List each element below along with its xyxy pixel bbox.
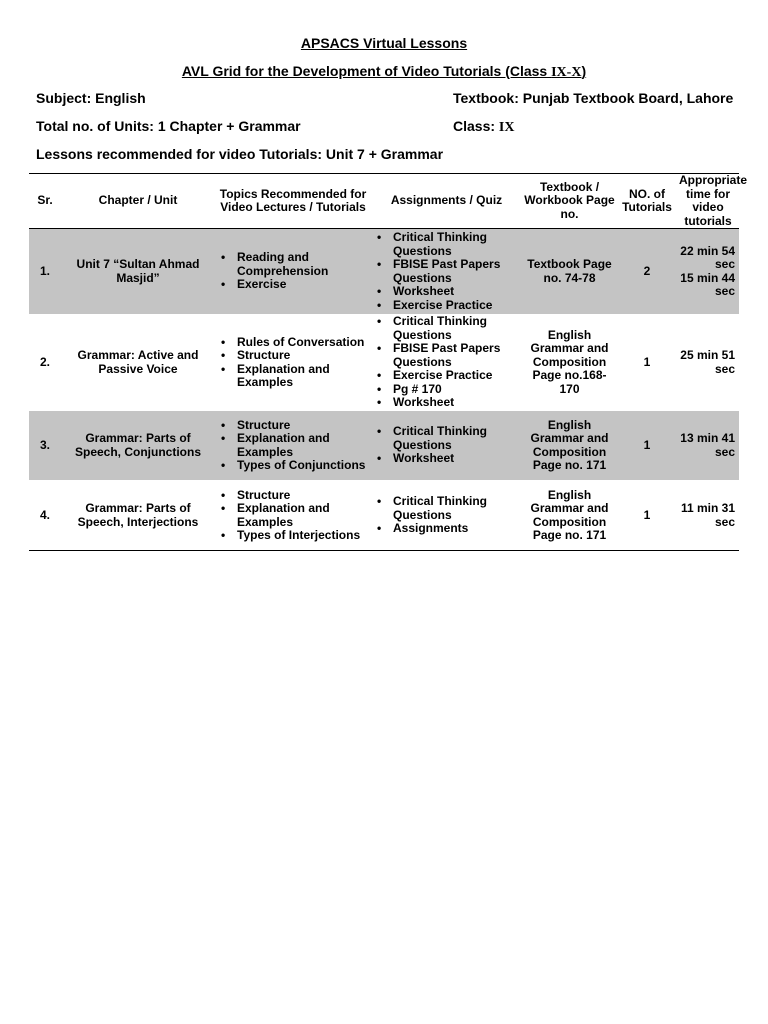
subtitle-close-paren: )	[581, 63, 587, 79]
cell-chapter: Grammar: Parts of Speech, Interjections	[61, 481, 215, 551]
header-assignments: Assignments / Quiz	[371, 174, 522, 229]
table-row	[29, 411, 739, 481]
cell-sr: 4.	[29, 481, 61, 551]
cell-tutorials: 1	[617, 411, 677, 481]
list-item: • Exercise Practice	[373, 299, 520, 313]
cell-topics	[215, 229, 371, 315]
table-row	[29, 481, 739, 551]
table-header-row	[29, 174, 739, 229]
list-item: • Explanation and Examples	[217, 363, 369, 390]
cell-time	[677, 481, 739, 551]
topics-list	[217, 419, 369, 473]
list-item: • Critical Thinking Questions	[373, 425, 520, 452]
assignments-list	[373, 315, 520, 410]
list-item: • Worksheet	[373, 285, 520, 299]
cell-assignments	[371, 229, 522, 315]
textbook-line: Textbook: Punjab Textbook Board, Lahore	[453, 90, 734, 106]
assignments-list	[373, 495, 520, 536]
list-item: • Exercise Practice	[373, 369, 520, 383]
list-item: • FBISE Past Papers Questions	[373, 258, 520, 285]
list-item: • Critical Thinking Questions	[373, 495, 520, 522]
header-chapter: Chapter / Unit	[61, 174, 215, 229]
lessons-line: Lessons recommended for video Tutorials: Unit 7 + Grammar	[36, 146, 444, 162]
topics-list	[217, 489, 369, 543]
cell-chapter: Unit 7 “Sultan Ahmad Masjid”	[61, 229, 215, 315]
cell-time	[677, 229, 739, 315]
assignments-list	[373, 231, 520, 312]
list-item: • Structure	[217, 419, 369, 433]
list-item: • Pg # 170	[373, 383, 520, 397]
cell-tutorials: 1	[617, 481, 677, 551]
list-item: • Assignments	[373, 522, 520, 536]
cell-tutorials: 2	[617, 229, 677, 315]
subtitle-class-range: IX-X	[551, 65, 582, 80]
cell-chapter: Grammar: Active and Passive Voice	[61, 315, 215, 411]
time-value: 25 min 51 sec	[680, 348, 735, 376]
list-item: • Exercise	[217, 278, 369, 292]
cell-chapter: Grammar: Parts of Speech, Conjunctions	[61, 411, 215, 481]
list-item: • Types of Conjunctions	[217, 459, 369, 473]
cell-page: Textbook Page no. 74-78	[522, 229, 617, 315]
class-value: IX	[498, 120, 515, 135]
list-item: • Critical Thinking Questions	[373, 231, 520, 258]
list-item: • Structure	[217, 489, 369, 503]
cell-sr: 1.	[29, 229, 61, 315]
list-item: • Critical Thinking Questions	[373, 315, 520, 342]
header-time: Appropriate time for video tutorials	[679, 173, 748, 228]
table-row	[29, 315, 739, 411]
list-item: • Worksheet	[373, 396, 520, 410]
time-value: 13 min 41 sec	[680, 431, 735, 459]
time-value: 11 min 31 sec	[680, 501, 735, 529]
cell-tutorials: 1	[617, 315, 677, 411]
subject-line: Subject: English	[36, 90, 146, 106]
cell-page: English Grammar and Composition Page no. 171	[522, 411, 617, 481]
topics-list	[217, 336, 369, 390]
cell-topics	[215, 315, 371, 411]
assignments-list	[373, 425, 520, 466]
cell-topics	[215, 481, 371, 551]
list-item: • FBISE Past Papers Questions	[373, 342, 520, 369]
header-textbook-page: Textbook / Workbook Page no.	[522, 174, 617, 229]
class-line	[453, 118, 514, 136]
list-item: • Worksheet	[373, 452, 520, 466]
cell-page: English Grammar and Composition Page no. 171	[522, 481, 617, 551]
avl-grid-table	[29, 173, 748, 551]
cell-page: English Grammar and Composition Page no.168-170	[522, 315, 617, 411]
header-topics: Topics Recommended for Video Lectures / Tutorials	[215, 174, 371, 229]
document-subtitle	[0, 63, 768, 81]
list-item: • Explanation and Examples	[217, 502, 369, 529]
table-row	[29, 229, 739, 315]
cell-assignments	[371, 315, 522, 411]
time-value: 22 min 54 sec	[680, 243, 735, 271]
class-label: Class:	[453, 118, 499, 134]
cell-time	[677, 315, 739, 411]
list-item: • Types of Interjections	[217, 529, 369, 543]
cell-assignments	[371, 411, 522, 481]
units-line: Total no. of Units: 1 Chapter + Grammar	[36, 118, 301, 134]
cell-sr: 2.	[29, 315, 61, 411]
list-item: • Rules of Conversation	[217, 336, 369, 350]
topics-list	[217, 251, 369, 292]
cell-assignments	[371, 481, 522, 551]
list-item: • Explanation and Examples	[217, 432, 369, 459]
header-sr: Sr.	[29, 174, 61, 229]
cell-sr: 3.	[29, 411, 61, 481]
document-title: APSACS Virtual Lessons	[300, 35, 468, 51]
subtitle-main-text: AVL Grid for the Development of Video Tutorials (Class	[181, 63, 552, 79]
list-item: • Structure	[217, 349, 369, 363]
cell-time	[677, 411, 739, 481]
time-value: 15 min 44 sec	[680, 270, 735, 298]
list-item: • Reading and Comprehension	[217, 251, 369, 278]
cell-topics	[215, 411, 371, 481]
header-tutorials: NO. of Tutorials	[617, 174, 677, 229]
